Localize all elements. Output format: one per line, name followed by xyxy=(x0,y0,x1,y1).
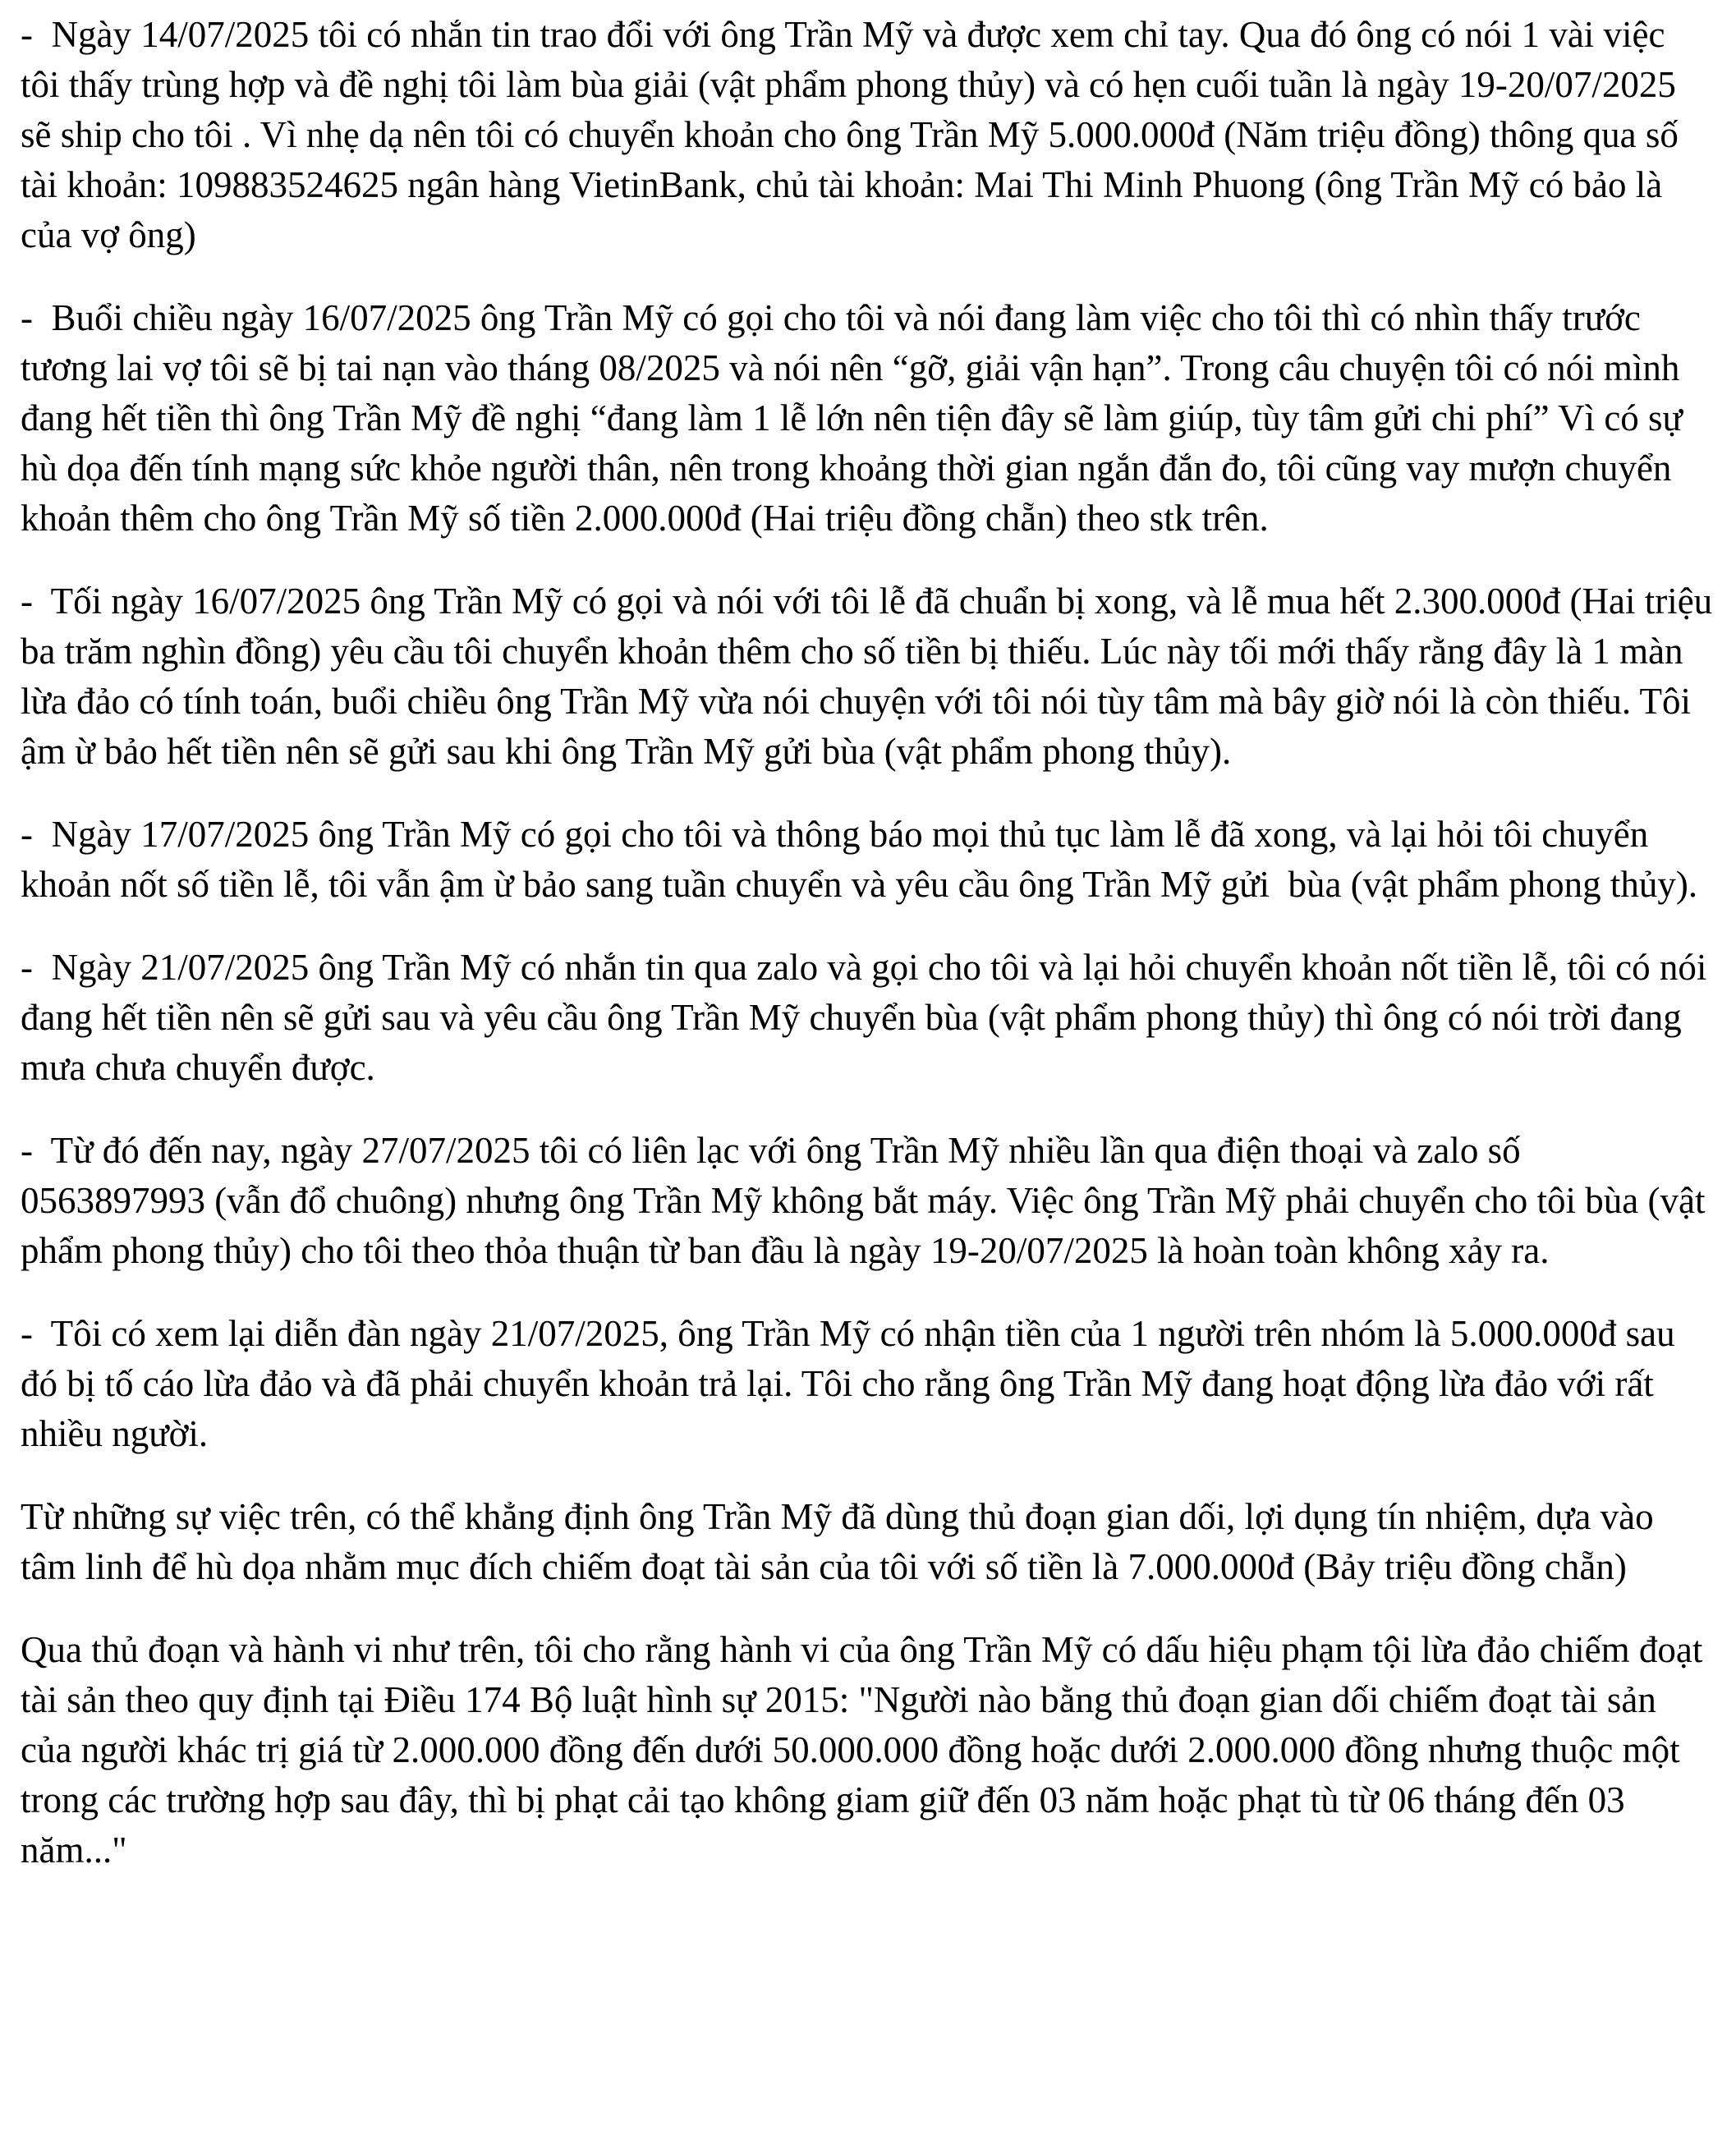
paragraph-event-2025-07-16-afternoon: - Buổi chiều ngày 16/07/2025 ông Trần Mỹ có gọi cho tôi và nói đang làm việc cho tôi thì có nhìn thấy trước tương lai vợ tôi sẽ bị tai nạn vào tháng 08/2025 và nói nên “gỡ, giải vận hạn”. Trong câu chuyện tôi có nói mình đang hết tiền thì ông Trần Mỹ đề nghị “đang làm 1 lễ lớn nên tiện đây sẽ làm giúp, tùy tâm gửi chi phí” Vì có sự hù dọa đến tính mạng sức khỏe người thân, nên trong khoảng thời gian ngắn đắn đo, tôi cũng vay mượn chuyển khoản thêm cho ông Trần Mỹ số tiền 2.000.000đ (Hai triệu đồng chẵn) theo stk trên. xyxy=(21,297,1692,539)
paragraph-event-2025-07-27: - Từ đó đến nay, ngày 27/07/2025 tôi có liên lạc với ông Trần Mỹ nhiều lần qua điện thoại và zalo số 0563897993 (vẫn đổ chuông) nhưng ông Trần Mỹ không bắt máy. Việc ông Trần Mỹ phải chuyển cho tôi bùa (vật phẩm phong thủy) cho tôi theo thỏa thuận từ ban đầu là ngày 19-20/07/2025 là hoàn toàn không xảy ra. xyxy=(21,1130,1715,1271)
paragraph-event-2025-07-16-evening: - Tối ngày 16/07/2025 ông Trần Mỹ có gọi và nói với tôi lễ đã chuẩn bị xong, và lễ mua hết 2.300.000đ (Hai triệu ba trăm nghìn đồng) yêu cầu tôi chuyển khoản thêm cho số tiền bị thiếu. Lúc này tối mới thấy rằng đây là 1 màn lừa đảo có tính toán, buổi chiều ông Trần Mỹ vừa nói chuyện với tôi nói tùy tâm mà bây giờ nói là còn thiếu. Tôi ậm ừ bảo hết tiền nên sẽ gửi sau khi ông Trần Mỹ gửi bùa (vật phẩm phong thủy). xyxy=(21,581,1722,772)
paragraph-forum-check: - Tôi có xem lại diễn đàn ngày 21/07/2025, ông Trần Mỹ có nhận tiền của 1 người trên nhóm là 5.000.000đ sau đó bị tố cáo lừa đảo và đã phải chuyển khoản trả lại. Tôi cho rằng ông Trần Mỹ đang hoạt động lừa đảo với rất nhiều người. xyxy=(21,1313,1684,1454)
paragraph-event-2025-07-21: - Ngày 21/07/2025 ông Trần Mỹ có nhắn tin qua zalo và gọi cho tôi và lại hỏi chuyển khoản nốt tiền lễ, tôi có nói đang hết tiền nên sẽ gửi sau và yêu cầu ông Trần Mỹ chuyển bùa (vật phẩm phong thủy) thì ông có nói trời đang mưa chưa chuyển được. xyxy=(21,947,1716,1088)
paragraph-conclusion-amount: Từ những sự việc trên, có thể khẳng định ông Trần Mỹ đã dùng thủ đoạn gian dối, lợi dụng tín nhiệm, dựa vào tâm linh để hù dọa nhằm mục đích chiếm đoạt tài sản của tôi với số tiền là 7.000.000đ (Bảy triệu đồng chẵn) xyxy=(21,1496,1663,1587)
paragraph-legal-citation: Qua thủ đoạn và hành vi như trên, tôi cho rằng hành vi của ông Trần Mỹ có dấu hiệu phạm tội lừa đảo chiếm đoạt tài sản theo quy định tại Điều 174 Bộ luật hình sự 2015: "Người nào bằng thủ đoạn gian dối chiếm đoạt tài sản của người khác trị giá từ 2.000.000 đồng đến dưới 50.000.000 đồng hoặc dưới 2.000.000 đồng nhưng thuộc một trong các trường hợp sau đây, thì bị phạt cải tạo không giam giữ đến 03 năm hoặc phạt tù từ 06 tháng đến 03 năm..." xyxy=(21,1629,1712,1871)
paragraph-event-2025-07-17: - Ngày 17/07/2025 ông Trần Mỹ có gọi cho tôi và thông báo mọi thủ tục làm lễ đã xong, và lại hỏi tôi chuyển khoản nốt số tiền lễ, tôi vẫn ậm ừ bảo sang tuần chuyển và yêu cầu ông Trần Mỹ gửi bùa (vật phẩm phong thủy). xyxy=(21,814,1698,905)
paragraph-event-2025-07-14: - Ngày 14/07/2025 tôi có nhắn tin trao đổi với ông Trần Mỹ và được xem chỉ tay. Qua đó ông có nói 1 vài việc tôi thấy trùng hợp và đề nghị tôi làm bùa giải (vật phẩm phong thủy) và có hẹn cuối tuần là ngày 19-20/07/2025 sẽ ship cho tôi . Vì nhẹ dạ nên tôi có chuyển khoản cho ông Trần Mỹ 5.000.000đ (Năm triệu đồng) thông qua số tài khoản: 109883524625 ngân hàng VietinBank, chủ tài khoản: Mai Thi Minh Phuong (ông Trần Mỹ có bảo là của vợ ông) xyxy=(21,14,1688,255)
